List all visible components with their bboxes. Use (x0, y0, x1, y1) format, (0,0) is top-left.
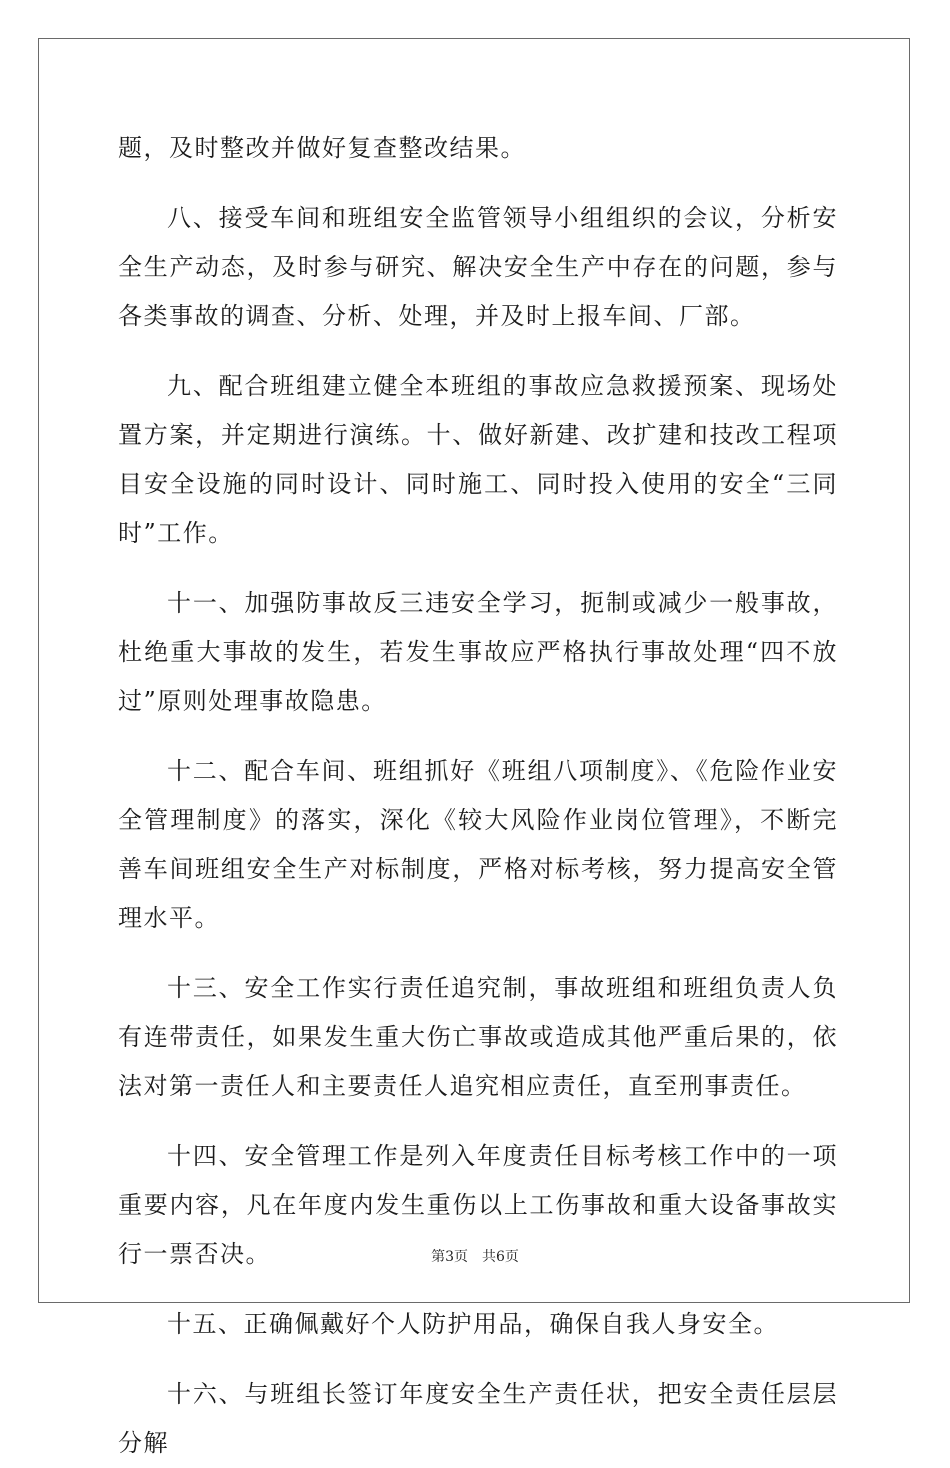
page-number: 第3页 共6页 (431, 1249, 519, 1265)
document-body (118, 124, 838, 1468)
paragraph-item-15: 十五、正确佩戴好个人防护用品，确保自我人身安全。 (167, 1310, 779, 1338)
paragraph-item-12: 十二、配合车间、班组抓好《班组八项制度》、《危险作业安全管理制度》的落实，深化《较大风险作业岗位管理》，不断完善车间班组安全生产对标制度，严格对标考核，努力提高安全管理水平。 (118, 757, 838, 932)
paragraph-item-16: 十六、与班组长签订年度安全生产责任状，把安全责任层层分解 (118, 1380, 838, 1457)
paragraph-item-8: 八、接受车间和班组安全监管领导小组组织的会议，分析安全生产动态，及时参与研究、解决安全生产中存在的问题，参与各类事故的调查、分析、处理，并及时上报车间、厂部。 (118, 204, 838, 330)
paragraph-continuation: 题，及时整改并做好复查整改结果。 (118, 134, 526, 162)
paragraph-item-9-10: 九、配合班组建立健全本班组的事故应急救援预案、现场处置方案，并定期进行演练。十、做好新建、改扩建和技改工程项目安全设施的同时设计、同时施工、同时投入使用的安全“三同时”工作。 (118, 372, 838, 547)
paragraph-item-11: 十一、加强防事故反三违安全学习，扼制或减少一般事故，杜绝重大事故的发生，若发生事故应严格执行事故处理“四不放过”原则处理事故隐患。 (118, 589, 838, 715)
paragraph-item-14: 十四、安全管理工作是列入年度责任目标考核工作中的一项重要内容，凡在年度内发生重伤以上工伤事故和重大设备事故实行一票否决。 (118, 1142, 838, 1268)
paragraph-item-13: 十三、安全工作实行责任追究制，事故班组和班组负责人负有连带责任，如果发生重大伤亡事故或造成其他严重后果的，依法对第一责任人和主要责任人追究相应责任，直至刑事责任。 (118, 974, 838, 1100)
